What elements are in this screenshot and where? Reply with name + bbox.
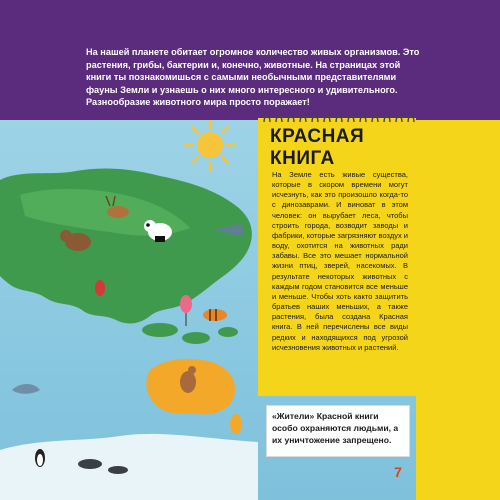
card-body-text: На Земле есть живые существа, которые в скором времени могут исчезнуть, как это произошло когда-то с динозаврами. И виноват в этом человек: он вырубает леса, чтобы строить города, возводит заводы и фабрики, которые загрязняют воздух и воду, охотится на животных ради забавы. Все это мешает нормальной жизни птиц, зверей, насекомых. В результате некоторых животных с каждым годом становится все меньше и меньше. Чтобы хоть както защитить братьев наших меньших, а также растения, была создана Красная книга. В ней перечислены все виды редких и находящихся под угрозой исчезновения животных и растений. bbox=[272, 170, 408, 352]
sun-icon bbox=[185, 120, 235, 170]
intro-paragraph: На нашей планете обитает огромное количество живых организмов. Это растения, грибы, бактерии и, конечно, животные. На страницах этой книги ты познакомишься с самыми необычными представителями фауны Земли и узнаешь о них много интересного и удивительного. Разнообразие животного мира просто поражает! bbox=[86, 47, 420, 108]
crane-icon bbox=[180, 295, 192, 326]
spiral-binding-icon bbox=[258, 112, 418, 124]
card-title bbox=[270, 126, 410, 170]
world-map-illustration bbox=[0, 120, 500, 500]
card-title-line-1: КРАСНАЯ bbox=[270, 126, 365, 147]
island bbox=[182, 332, 210, 344]
dolphin-icon bbox=[12, 384, 40, 394]
island bbox=[218, 327, 238, 337]
page-number: 7 bbox=[394, 464, 402, 480]
tiger-icon bbox=[203, 309, 227, 321]
parrot-icon bbox=[95, 280, 105, 296]
callout-text: «Жители» Красной книги особо охраняются людьми, а их уничтожение запрещено. bbox=[272, 411, 399, 445]
island bbox=[142, 323, 178, 337]
antarctica-ice bbox=[0, 434, 258, 500]
card-title-line-2: КНИГА bbox=[270, 148, 335, 169]
penguin-icon bbox=[35, 449, 45, 467]
island bbox=[230, 414, 242, 434]
